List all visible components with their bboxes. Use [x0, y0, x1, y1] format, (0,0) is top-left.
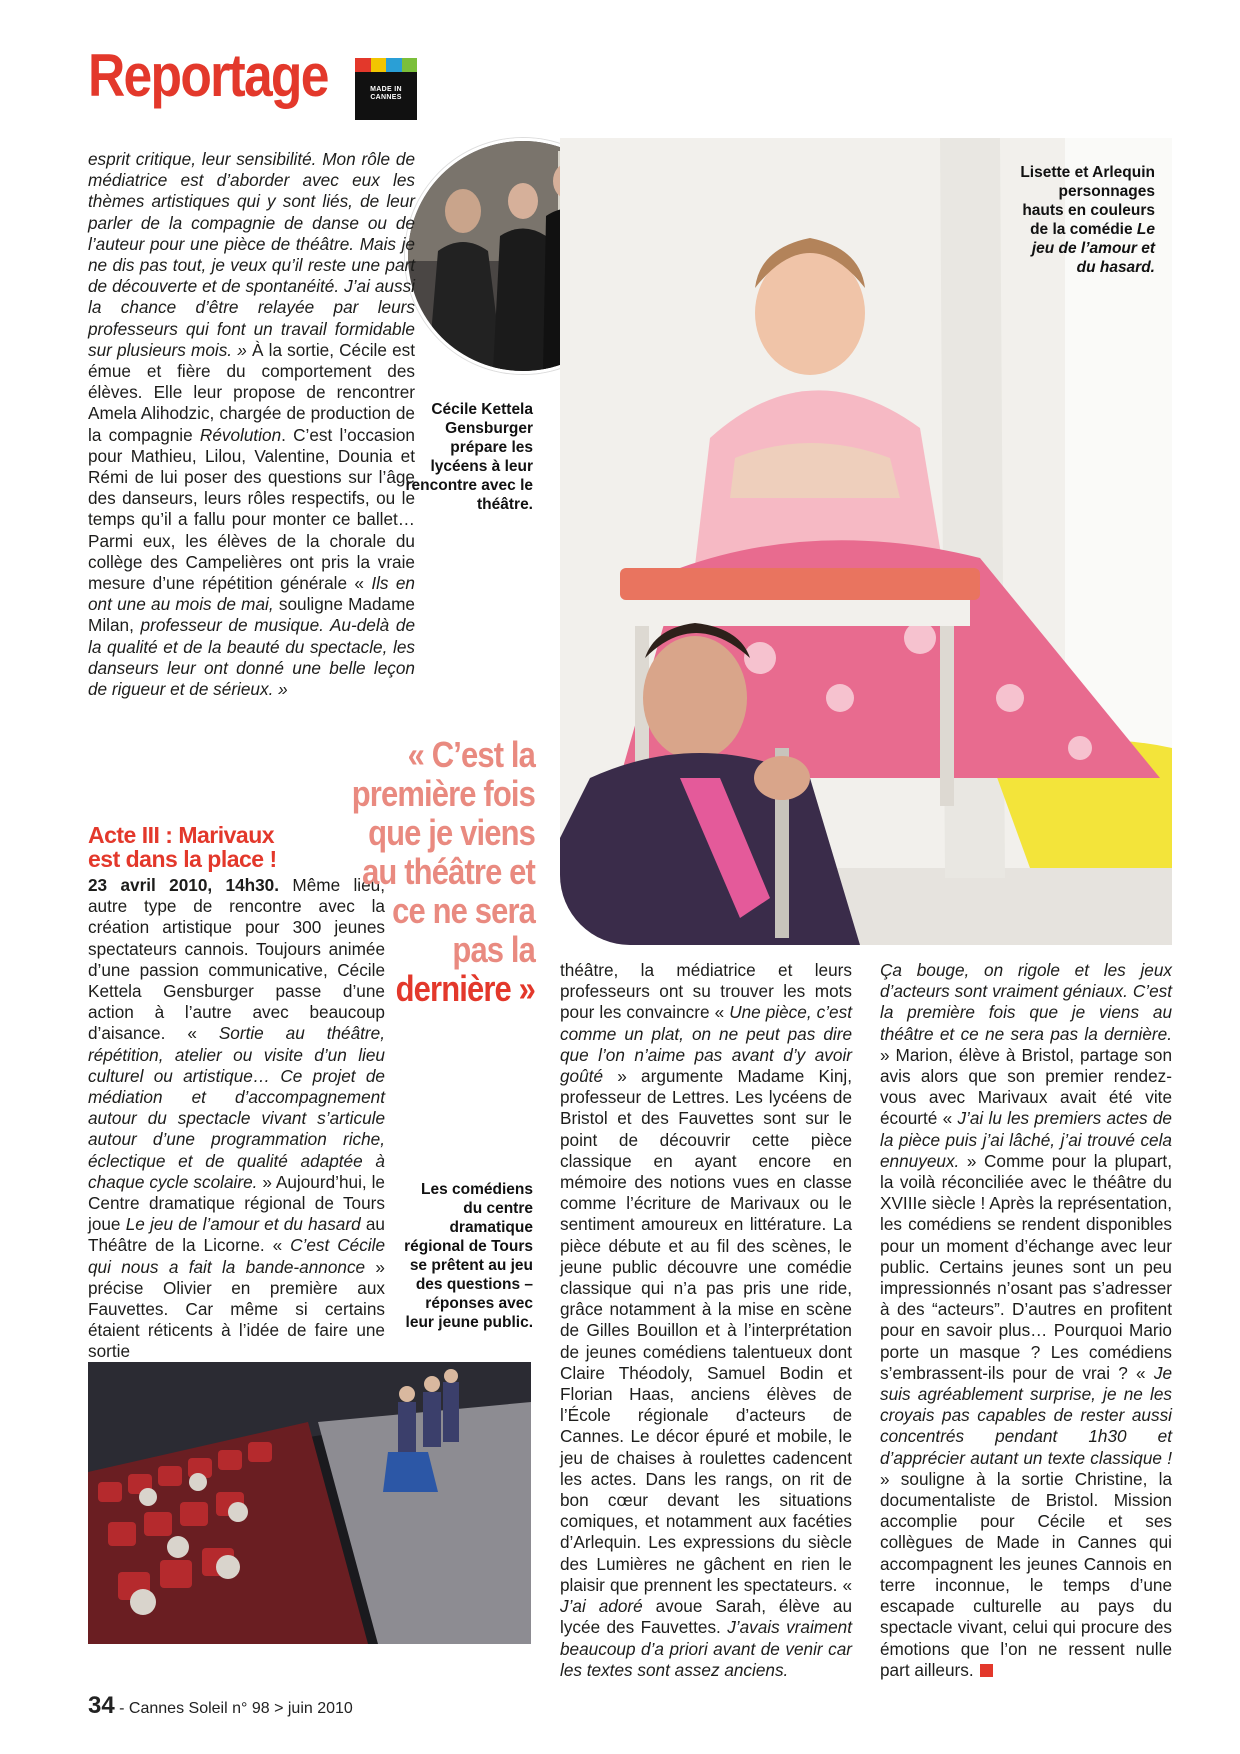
company-name: Révolution	[199, 424, 282, 445]
quote-text: J’ai adoré	[560, 1596, 643, 1617]
body-text: » souligne à la sortie Christine, la documentaliste de Bristol. Mission accomplie pour Cécile et ses collègues de Made in Cannes qui accompagnent les jeunes Cannois en terre inconnue, le temps d’une escapade culturelle au pays du spectacle vivant, celui qui procure des émotions que l’on ne ressent nulle part ailleurs.	[880, 1468, 1172, 1680]
quote-text: Sortie au théâtre, répétition, atelier ou visite d’un lieu culturel ou artistique… Ce projet de médiation et d’accompagnement autour du spectacle vivant s’articule autour d’une programmation riche, éclectique et de qualité adaptée à chaque cycle scolaire.	[88, 1023, 385, 1192]
body-text: . C’est l’occasion pour Mathieu, Lilou, Valentine, Dounia et Rémi de lui poser des questions sur l’âge des danseurs, leurs rôles respectifs, ou le temps qu’il a fallu pour monter ce ballet… Parmi eux, les élèves de la chorale du collège des Campelières ont pris la vraie mesure d’une répétition générale «	[88, 424, 415, 594]
date-text: 23 avril 2010, 14h30.	[88, 875, 280, 895]
quote-text: Ça bouge, on rigole et les jeux d’acteurs sont vraiment géniaux. C’est la première fois que je viens au théâtre et ce ne sera pas la dernière.	[880, 960, 1172, 1044]
play-title: Le jeu de l’amour et du hasard	[125, 1214, 361, 1235]
body-text: » argumente Madame Kinj, professeur de Lettres. Les lycéens de Bristol et des Fauvettes sont sur le point de découvrir cette pièce classique en ayant encore en mémoire des notions vues en classe comme l’écriture de Marivaux ou le sentiment amoureux en littérature. La pièce débute et au fil des scènes, le jeune public découvre une comédie classique qui n’a pas pris une ride, grâce notamment à la mise en scène de Gilles Bouillon et à l’interprétation de jeunes comédiens talentueux dont Claire Théodoly, Samuel Bodin et Florian Haas, anciens élèves de l’École régionale d’acteurs de Cannes. Le décor épuré et mobile, le jeu de chaises à roulettes cadencent les actes. Dans les rangs, on rit de bon cœur devant les situations comiques, et notamment aux facéties d’Arlequin. Les expressions du siècle des Lumières ne gâchent en rien le plaisir que prennent les spectateurs. «	[560, 1066, 852, 1595]
main-photo-caption	[1015, 163, 1155, 277]
quote-text: Une pièce, c’est comme un plat, on ne peut pas dire que l’on n’aime pas avant d’y avoir goûté	[560, 1002, 852, 1087]
body-text: au Théâtre de la Licorne. «	[88, 1214, 385, 1256]
section-subheading: Acte III : Marivaux est dans la place !	[88, 822, 277, 872]
quote-text: Je suis agréablement surprise, je ne les croyais pas capables de rester aussi concentrés pendant 1h30 et d’apprécier autant un texte classique !	[880, 1362, 1172, 1468]
main-photo-caption-title: Le jeu de l’amour et du hasard.	[1031, 221, 1155, 276]
badge-text: MADE IN CANNES	[370, 86, 402, 101]
quote-text: J’ai lu les premiers actes de la pièce puis j’ai lâché, j’ai trouvé cela ennuyeux.	[880, 1108, 1172, 1171]
body-text: » Aujourd’hui, le Centre dramatique régional de Tours joue	[88, 1171, 385, 1235]
page-footer	[88, 1692, 353, 1720]
bottom-photo-caption: Les comédiens du centre dramatique régional de Tours se prêtent au jeu des questions – réponses avec leur jeune public.	[404, 1181, 533, 1331]
main-photo-caption-text: Lisette et Arlequin personnages hauts en couleurs de la comédie	[1020, 164, 1155, 238]
section-title: Reportage	[88, 42, 328, 109]
pull-quote-main: « C’est la première fois que je viens au théâtre et ce ne sera pas la	[351, 734, 535, 970]
body-text: théâtre, la médiatrice et leurs professeurs ont su trouver les mots pour les convaincre «	[560, 960, 852, 1023]
body-text: » Comme pour la plupart, la voilà réconciliée avec le théâtre du XVIIIe siècle ! Après la représentation, les comédiens se rendent disponibles pour un moment d’échange avec leur public. Certains jeunes sont un peu impressionnés n’osant pas s’adresser à des “acteurs”. D’autres en profitent pour en savoir plus… Pourquoi Mario porte un masque ? Les comédiens s’embrassent-ils pour de vrai ? «	[880, 1150, 1172, 1383]
body-text: » Marion, élève à Bristol, partage son avis alors que son premier rendez-vous avec Marivaux avait été vite écourté «	[880, 1044, 1172, 1129]
quote-text: esprit critique, leur sensibilité. Mon rôle de médiatrice est d’aborder avec eux les thèmes artistiques qui y sont liés, de leur parler de la compagnie de danse ou de l’auteur pour une pièce de théâtre. Mais je ne dis pas tout, je veux qu’il reste une part de découverte et de spontanéité. J’ai aussi la chance d’être relayée par leurs professeurs qui font un travail formidable sur plusieurs mois. »	[88, 149, 415, 360]
quote-text: professeur de musique. Au-delà de la qualité et de la beauté du spectacle, les danseurs leur ont donné une belle leçon de rigueur et de sérieux. »	[88, 615, 416, 700]
page-number: 34	[88, 1692, 115, 1719]
pull-quote-last: dernière »	[395, 968, 535, 1009]
end-of-article-mark	[980, 1664, 993, 1677]
quote-text: Ils en ont une au mois de mai,	[88, 573, 415, 615]
quote-text: J’avais vraiment beaucoup d’a priori avant de venir car les textes sont assez anciens.	[560, 1617, 852, 1680]
column-b	[560, 960, 852, 1681]
body-text: avoue Sarah, élève au lycée des Fauvettes.	[560, 1596, 852, 1638]
body-text: souligne Madame Milan,	[88, 594, 415, 636]
body-text: » précise Olivier en première aux Fauvettes. Car même si certains étaient réticents à l’idée de faire une sortie	[88, 1256, 385, 1362]
column-c	[880, 960, 1172, 1681]
body-text: À la sortie, Cécile est émue et fière du comportement des élèves. Elle leur propose de rencontrer Amela Alihodzic, chargée de production de la compagnie	[88, 339, 416, 445]
circle-photo-caption: Cécile Kettela Gensburger prépare les lycéens à leur rencontre avec le théâtre.	[405, 401, 533, 513]
body-text: Même lieu, autre type de rencontre avec la création artistique pour 300 jeunes spectateurs cannois. Toujours animée d’une passion communicative, Cécile Kettela Gensburger passe d’une action à l’autre avec beaucoup d’aisance. «	[88, 875, 385, 1044]
pull-quote	[337, 735, 535, 1008]
column-a-paragraph-1	[88, 149, 415, 700]
publication-info: - Cannes Soleil n° 98 > juin 2010	[114, 1700, 353, 1717]
audience-photo	[88, 1362, 531, 1644]
made-in-cannes-logo	[355, 58, 417, 120]
quote-text: C’est Cécile qui nous a fait la bande-annonce	[88, 1235, 385, 1277]
